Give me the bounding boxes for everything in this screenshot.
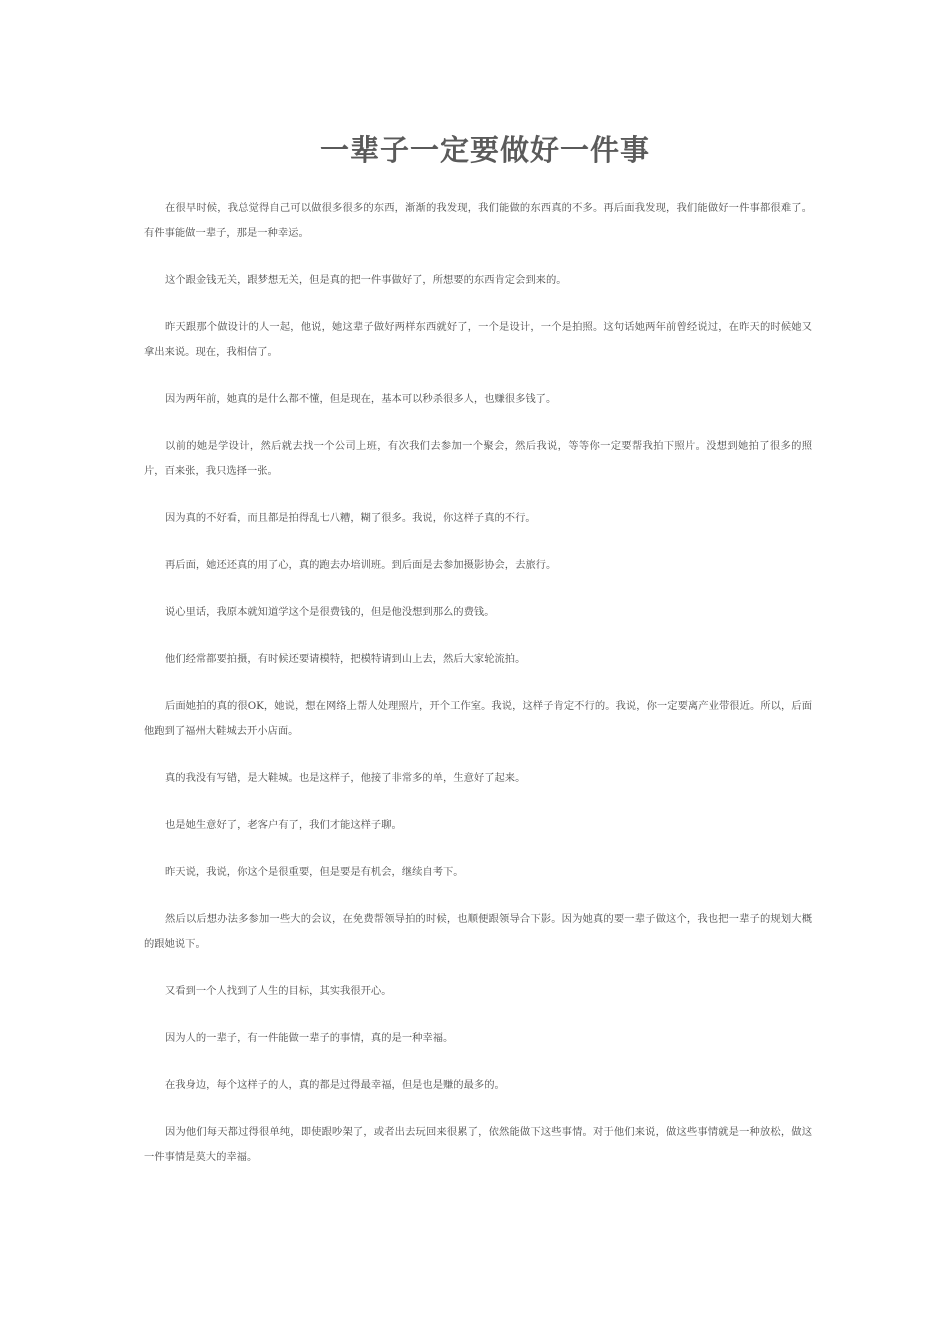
paragraph: 因为两年前，她真的是什么都不懂，但是现在，基本可以秒杀很多人，也赚很多钱了。 [165,393,557,405]
paragraph: 他们经常都要拍摄，有时候还要请模特，把模特请到山上去，然后大家轮流拍。 [165,653,526,665]
paragraph: 因为人的一辈子，有一件能做一辈子的事情，真的是一种幸福。 [165,1032,454,1044]
paragraph: 昨天跟那个做设计的人一起，他说，她这辈子做好两样东西就好了，一个是设计，一个是拍照。这句话她两年前曾经说过，在昨天的时候她又拿出来说。现在，我相信了。 [144,321,812,358]
paragraph: 因为他们每天都过得很单纯，即使跟吵架了，或者出去玩回来很累了，依然能做下这些事情。对于他们来说，做这些事情就是一种放松，做这一件事情是莫大的幸福。 [144,1126,812,1163]
paragraph: 在我身边，每个这样子的人，真的都是过得最幸福，但是也是赚的最多的。 [165,1079,505,1091]
paragraph: 真的我没有写错，是大鞋城。也是这样子，他接了非常多的单，生意好了起来。 [165,772,526,784]
paragraph: 也是她生意好了，老客户有了，我们才能这样子聊。 [165,819,402,831]
document-title: 一辈子一定要做好一件事 [319,133,650,167]
paragraph: 以前的她是学设计，然后就去找一个公司上班，有次我们去参加一个聚会，然后我说，等等你一定要帮我拍下照片。没想到她拍了很多的照片，百来张，我只选择一张。 [144,440,812,477]
paragraph: 这个跟金钱无关，跟梦想无关，但是真的把一件事做好了，所想要的东西肯定会到来的。 [165,274,567,286]
paragraph: 说心里话，我原本就知道学这个是很费钱的，但是他没想到那么的费钱。 [165,606,495,618]
document-body [144,196,812,1192]
paragraph: 因为真的不好看，而且都是拍得乱七八糟，糊了很多。我说，你这样子真的不行。 [165,512,536,524]
paragraph: 后面她拍的真的很OK，她说，想在网络上帮人处理照片，开个工作室。我说，这样子肯定不行的。我说，你一定要离产业带很近。所以，后面他跑到了福州大鞋城去开小店面。 [144,700,812,737]
paragraph: 然后以后想办法多参加一些大的会议，在免费帮领导拍的时候，也顺便跟领导合下影。因为她真的要一辈子做这个，我也把一辈子的规划大概的跟她说下。 [144,913,812,950]
paragraph: 再后面，她还还真的用了心，真的跑去办培训班。到后面是去参加摄影协会，去旅行。 [165,559,557,571]
paragraph: 昨天说，我说，你这个是很重要，但是要是有机会，继续自考下。 [165,866,464,878]
paragraph: 又看到一个人找到了人生的目标，其实我很开心。 [165,985,392,997]
paragraph: 在很早时候，我总觉得自己可以做很多很多的东西，渐渐的我发现，我们能做的东西真的不多。再后面我发现，我们能做好一件事都很难了。有件事能做一辈子，那是一种幸运。 [144,202,812,239]
